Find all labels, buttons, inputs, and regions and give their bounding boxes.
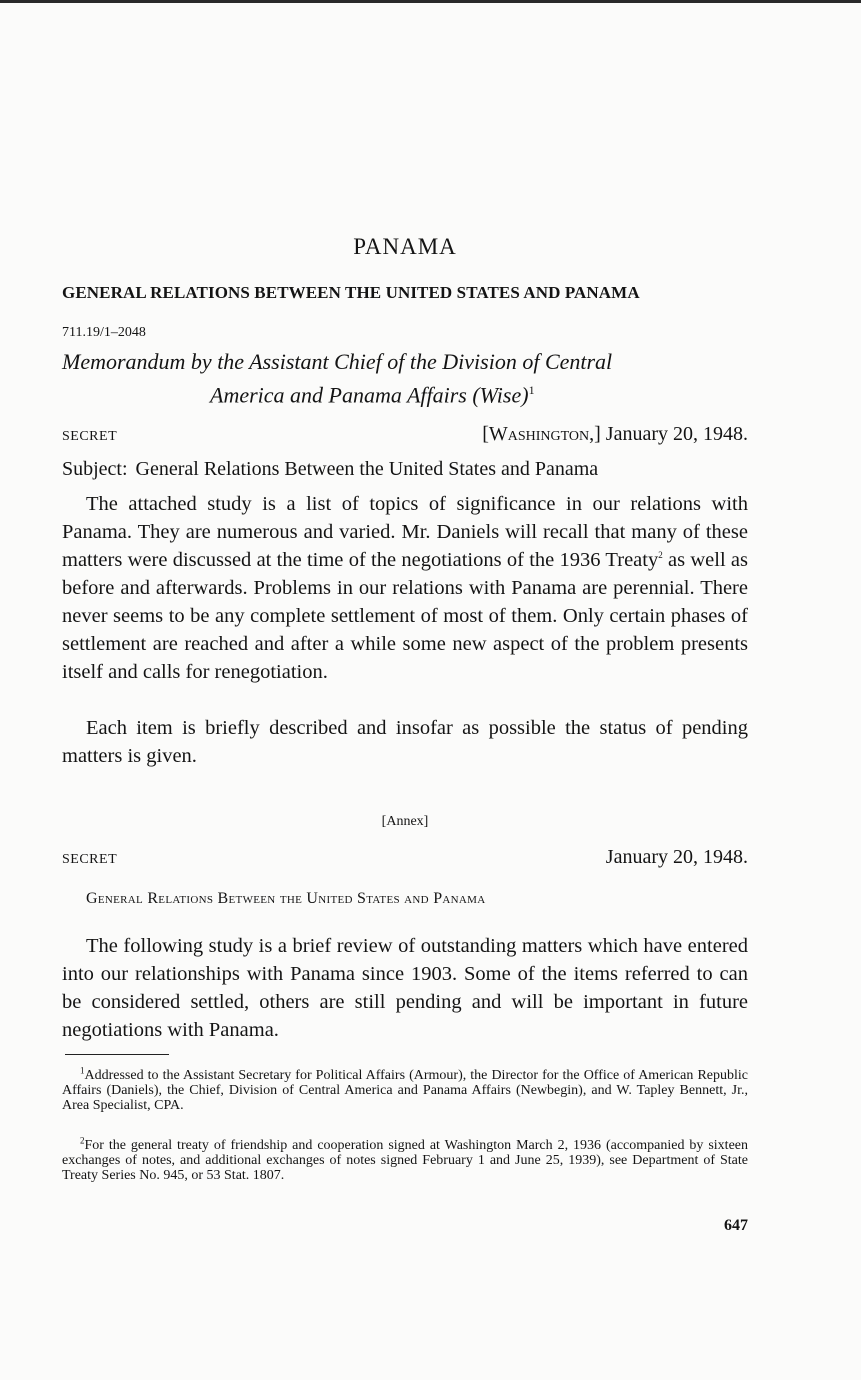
memo-header-row xyxy=(62,423,748,446)
annex-classification-label: SECRET xyxy=(62,852,118,867)
subject-line xyxy=(62,458,748,481)
footnote-ref-2[interactable]: 2 xyxy=(658,550,663,561)
footnote-divider xyxy=(65,1054,169,1055)
annex-label: [Annex] xyxy=(381,814,429,829)
memo-place: [Washington,] xyxy=(482,423,601,445)
body-paragraph-2: Each item is briefly described and insofar as possible the status of pending matters is given. xyxy=(62,717,748,767)
annex-title: General Relations Between the United States and Panama xyxy=(86,890,486,907)
memo-date: January 20, 1948. xyxy=(605,423,748,445)
footnote-2-number: 2 xyxy=(80,1135,85,1146)
memo-title-line2: America and Panama Affairs (Wise) xyxy=(210,382,529,408)
subject-label: Subject: xyxy=(62,458,128,480)
footnote-1 xyxy=(62,1065,748,1114)
section-title: GENERAL RELATIONS BETWEEN THE UNITED STATES AND PANAMA xyxy=(62,283,640,302)
footnote-1-text: Addressed to the Assistant Secretary for Political Affairs (Armour), the Director for the Office of American Republic Affairs (Daniels), the Chief, Division of Central America and Panama Affairs (Newbegin), and W. Tapley Bennett, Jr., Area Specialist, CPA. xyxy=(62,1068,748,1114)
file-number: 711.19/1–2048 xyxy=(62,325,146,340)
body-paragraph-1 xyxy=(62,490,748,686)
footnote-2 xyxy=(62,1135,748,1184)
footnote-1-number: 1 xyxy=(80,1065,85,1076)
memo-title-line2-wrap xyxy=(62,376,748,409)
annex-header-row xyxy=(62,846,748,869)
classification-label: SECRET xyxy=(62,429,118,444)
footnote-ref-1[interactable]: 1 xyxy=(528,383,535,397)
memo-title-line1: Memorandum by the Assistant Chief of the Division of Central xyxy=(62,349,613,374)
memo-title xyxy=(62,347,748,409)
annex-date: January 20, 1948. xyxy=(605,846,748,868)
footnote-2-text: For the general treaty of friendship and cooperation signed at Washington March 2, 1936 (accompanied by sixteen exchanges of notes, and additional exchanges of notes signed February 1 and June 25, 1939), see Department of State Treaty Series No. 945, or 53 Stat. 1807. xyxy=(62,1138,748,1184)
annex-paragraph: The following study is a brief review of outstanding matters which have entered into our relationships with Panama since 1903. Some of the items referred to can be considered settled, others are still pending and will be important in future negotiations with Panama. xyxy=(62,935,748,1041)
chapter-title: PANAMA xyxy=(353,234,457,259)
page-top-border xyxy=(0,0,861,3)
page-number: 647 xyxy=(724,1217,748,1234)
memo-dateline xyxy=(482,423,748,446)
subject-text: General Relations Between the United States and Panama xyxy=(135,458,599,480)
paragraph-1-text-b: as well as before and afterwards. Problems in our relations with Panama are perennial. There never seems to be any complete settlement of most of them. Only certain phases of settlement are reached and after a while some new aspect of the problem presents itself and calls for renegotiation. xyxy=(62,549,749,683)
paragraph-1-text-a: The attached study is a list of topics of significance in our relations with Panama. They are numerous and varied. Mr. Daniels will recall that many of these matters were discussed at the time of the negotiations of the 1936 Treaty xyxy=(62,493,748,571)
